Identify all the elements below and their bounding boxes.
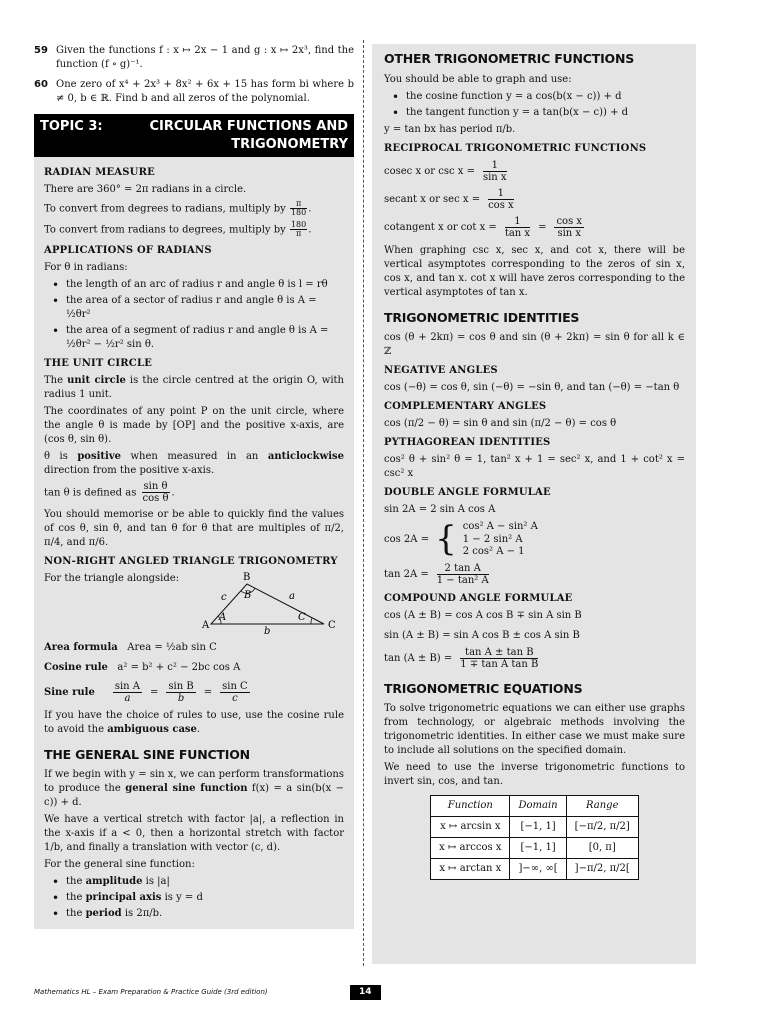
table-cell: x ↦ arctan x: [431, 859, 510, 880]
page-footer: [34, 986, 696, 1000]
negative-angles: cos (−θ) = cos θ, sin (−θ) = −sin θ, and tan (−θ) = −tan θ: [384, 382, 680, 393]
reciprocal-para: When graphing csc x, sec x, and cot x, there will be vertical asymptotes corresponding to the zeros of sin x, cos x, and tan x. cot x will have zeros corresponding to the vertical asymptotes of tan x.: [384, 244, 685, 298]
general-sine-heading: THE GENERAL SINE FUNCTION: [44, 746, 250, 762]
applications-intro: For θ in radians:: [44, 261, 128, 273]
topic-banner: [34, 114, 354, 157]
question-number: 60: [34, 79, 48, 90]
double-angle-sin: sin 2A = 2 sin A cos A: [384, 504, 496, 515]
cot-def: cotangent x or cot x = $\frac{1}{\text{tan x}}$ = cos x sin x: [384, 215, 583, 239]
table-row: [431, 838, 639, 859]
inverse-trig-table: [430, 795, 639, 880]
topic-title: CIRCULAR FUNCTIONS AND TRIGONOMETRY: [149, 119, 348, 152]
question-number: 59: [34, 45, 48, 56]
table-row: [431, 859, 639, 880]
table-cell: [−π/2, π/2]: [566, 817, 638, 838]
right-column: [372, 44, 696, 964]
table-cell: x ↦ arccos x: [431, 838, 510, 859]
equations-para: We need to use the inverse trigonometric functions to invert sin, cos, and tan.: [384, 762, 685, 787]
table-cell: [−1, 1]: [510, 838, 566, 859]
compound-tan: tan (A ± B) = $\frac{\text{tan A ± tan B}}{\text{1 ∓ tan A tan B}}$: [384, 646, 539, 670]
question-text: Given the functions f : x ↦ 2x − 1 and g : x ↦ 2x³, find the function (f ∘ g)⁻¹.: [56, 45, 354, 70]
table-cell: [−1, 1]: [510, 817, 566, 838]
list-item: • the period is 2π/b.: [44, 907, 344, 921]
radian-line: To convert from radians to degrees, multiply by $\frac{180}{\pi}$ .: [44, 219, 312, 239]
tan-definition: tan θ is defined as $\frac{\text{sin θ}}{\text{cos θ}}$ .: [44, 480, 175, 505]
question-text: One zero of x⁴ + 2x³ + 8x² + 6x + 15 has form bi where b ≠ 0, b ∈ ℝ. Find b and all zeros of the polynomial.: [56, 79, 354, 104]
pythagorean-heading: PYTHAGOREAN IDENTITIES: [384, 437, 551, 448]
compound-sin: sin (A ± B) = sin A cos B ± cos A sin B: [384, 629, 580, 641]
table-cell: [0, π]: [566, 838, 638, 859]
nonright-heading: NON-RIGHT ANGLED TRIANGLE TRIGONOMETRY: [44, 555, 338, 567]
side-label-b: b: [264, 625, 271, 636]
topic-summary-box: [34, 157, 354, 929]
ambiguous-case-note: If you have the choice of rules to use, use the cosine rule to avoid the ambiguous case.: [44, 709, 344, 735]
complementary-heading: COMPLEMENTARY ANGLES: [384, 401, 547, 412]
side-label-c: c: [221, 591, 227, 603]
table-row: [431, 817, 639, 838]
equations-para: To solve trigonometric equations we can either use graphs from technology, or algebraic methods involving the trigonometric identities. In either case we must make sure to include all solutions on the specified domain.: [384, 703, 685, 756]
radian-line: To convert from degrees to radians, multiply by $\frac{\pi}{180}$ .: [44, 199, 312, 218]
identities-heading: TRIGONOMETRIC IDENTITIES: [384, 309, 580, 325]
other-trig-heading: OTHER TRIGONOMETRIC FUNCTIONS: [384, 51, 635, 66]
radian-heading: RADIAN MEASURE: [44, 167, 155, 179]
question-59: [34, 44, 354, 72]
cosine-rule: Cosine rule a² = b² + c² − 2bc cos A: [44, 661, 241, 673]
general-sine-list: [44, 875, 344, 921]
list-item: • the principal axis is y = d: [44, 891, 344, 905]
topic-label: TOPIC 3:: [40, 119, 103, 134]
compound-cos: cos (A ± B) = cos A cos B ∓ sin A sin B: [384, 609, 582, 621]
table-cell: ]−π/2, π/2[: [566, 859, 638, 880]
brace-icon: {: [435, 519, 457, 560]
table-cell: ]−∞, ∞[: [510, 859, 566, 880]
equations-heading: TRIGONOMETRIC EQUATIONS: [384, 680, 583, 696]
triangle-intro: For the triangle alongside:: [44, 572, 180, 584]
unit-circle-heading: THE UNIT CIRCLE: [44, 357, 153, 369]
pythagorean-identities: cos² θ + sin² θ = 1, tan² x + 1 = sec² x, and 1 + cot² x = csc² x: [384, 454, 685, 479]
question-60: [34, 78, 354, 106]
list-item: • the area of a segment of radius r and angle θ is A = ½θr² − ½r² sin θ.: [44, 324, 344, 352]
unit-circle-para: You should memorise or be able to quickly find the values of cos θ, sin θ, and tan θ for θ that are multiples of π/2, π/4, and π/6.: [44, 508, 344, 548]
angle-label-B: B: [244, 589, 252, 601]
triangle-diagram: [184, 570, 354, 636]
list-item: • the tangent function y = a tan(b(x − c)) + d: [384, 106, 685, 120]
list-item: • the area of a sector of radius r and angle θ is A = ½θr²: [44, 294, 344, 322]
complementary-angles: cos (π/2 − θ) = sin θ and sin (π/2 − θ) = cos θ: [384, 418, 617, 429]
footer-title: Mathematics HL – Exam Preparation & Practice Guide (3rd edition): [34, 988, 268, 996]
double-angle-tan: tan 2A = $\frac{\text{2 tan A}}{\text{1 − tan² A}}$: [384, 562, 489, 586]
angle-label-C: C: [298, 611, 306, 623]
tan-period: y = tan bx has period π/b.: [384, 123, 516, 135]
double-angle-cos: cos 2A = { cos² A − sin² A 1 − 2 sin² A 2 cos² A − 1: [384, 519, 538, 560]
triangle-shape: [211, 584, 324, 624]
cosec-def: cosec x or csc x = $\frac{1}{\text{sin x}}$: [384, 159, 507, 183]
table-header-row: [431, 796, 639, 817]
list-item: • the length of an arc of radius r and angle θ is l = rθ: [44, 278, 344, 292]
vertex-label-A: A: [202, 619, 210, 631]
column-header: Function: [431, 796, 510, 817]
negative-angles-heading: NEGATIVE ANGLES: [384, 365, 498, 376]
general-sine-para: For the general sine function:: [44, 859, 195, 871]
page-number: 14: [350, 985, 381, 1000]
side-label-a: a: [289, 590, 295, 602]
unit-circle-para: The coordinates of any point P on the unit circle, where the angle θ is made by [OP] and the positive x-axis, are (cos θ, sin θ).: [44, 405, 344, 445]
other-trig-intro: You should be able to graph and use:: [384, 73, 572, 85]
vertex-label-B: B: [243, 571, 251, 583]
applications-list: [44, 278, 344, 352]
vertex-label-C: C: [328, 619, 336, 631]
column-header: Domain: [510, 796, 566, 817]
compound-heading: COMPOUND ANGLE FORMULAE: [384, 592, 573, 604]
angle-label-A: A: [219, 611, 227, 623]
left-column: [34, 44, 354, 929]
periodicity-identity: cos (θ + 2kπ) = cos θ and sin (θ + 2kπ) = sin θ for all k ∈ ℤ: [384, 332, 685, 357]
list-item: • the amplitude is |a|: [44, 875, 344, 889]
area-formula: Area formula Area = ½ab sin C: [44, 641, 217, 653]
general-sine-para: We have a vertical stretch with factor |a|, a reflection in the x-axis if a < 0, then a horizontal stretch with factor 1/b, and finally a translation with vector (c, d).: [44, 814, 344, 854]
double-angle-heading: DOUBLE ANGLE FORMULAE: [384, 487, 551, 498]
unit-circle-para: θ is positive when measured in an anticlockwise direction from the positive x-axis.: [44, 450, 344, 476]
column-header: Range: [566, 796, 638, 817]
radian-line: There are 360° = 2π radians in a circle.: [44, 184, 247, 196]
table-cell: x ↦ arcsin x: [431, 817, 510, 838]
applications-heading: APPLICATIONS OF RADIANS: [44, 244, 212, 256]
column-divider: [363, 40, 364, 966]
unit-circle-para: The unit circle is the circle centred at the origin O, with radius 1 unit.: [44, 374, 344, 400]
reciprocal-heading: RECIPROCAL TRIGONOMETRIC FUNCTIONS: [384, 142, 647, 154]
other-trig-list: [384, 90, 685, 120]
general-sine-para: If we begin with y = sin x, we can perform transformations to produce the general sine function f(x) = a sin(b(x − c)) + d.: [44, 769, 345, 809]
sec-def: secant x or sec x = $\frac{1}{\text{cos x}}$: [384, 187, 514, 211]
triangle-block: [44, 572, 344, 638]
sine-rule: Sine rule sin A a = sin B b = sin C c: [44, 680, 248, 705]
list-item: • the cosine function y = a cos(b(x − c)) + d: [384, 90, 685, 104]
